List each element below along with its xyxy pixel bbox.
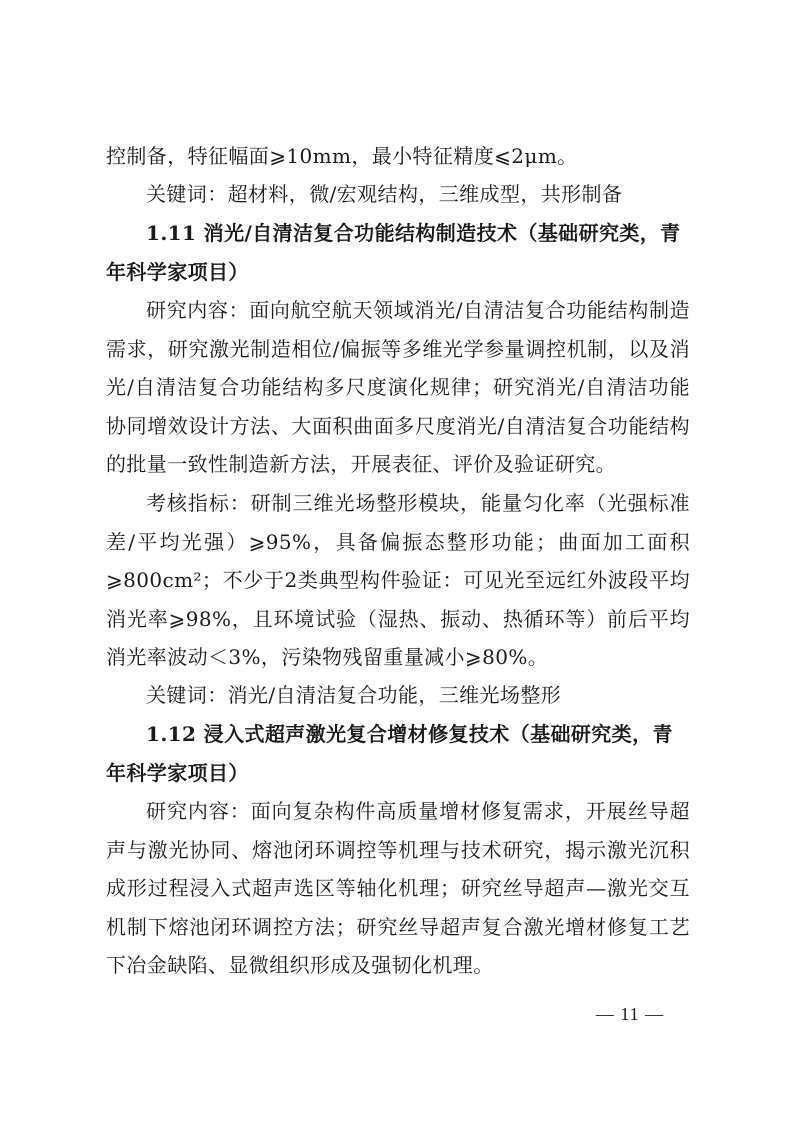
section-1-11-metrics [106, 484, 690, 677]
section-1-12-research [106, 792, 690, 985]
page-number: — 11 — [595, 1004, 665, 1024]
research-content-text: 研究内容：面向复杂构件高质量增材修复需求，开展丝导超声与激光协同、熔池闭环调控等机理与技术研究，揭示激光沉积成形过程浸入式超声选区等轴化机理；研究丝导超声—激光交互机制下熔池闭环调控方法；研究丝导超声复合激光增材修复工艺下冶金缺陷、显微组织形成及强韧化机理。 [106, 799, 690, 977]
assessment-metrics-text: 考核指标：研制三维光场整形模块，能量匀化率（光强标准差/平均光强）⩾95%，具备偏振态整形功能；曲面加工面积⩾800cm²；不少于2类典型构件验证：可见光至远红外波段平均消光率⩾98%，且环境试验（湿热、振动、热循环等）前后平均消光率波动＜3%，污染物残留重量减小⩾80%。 [106, 491, 690, 669]
section-title: 1.12 浸入式超声激光复合增材修复技术（基础研究类，青年科学家项目） [106, 722, 673, 785]
section-1-11-keywords [106, 676, 690, 715]
keywords-text: 关键词：超材料，微/宏观结构，三维成型，共形制备 [146, 182, 623, 206]
paragraph-text: 控制备，特征幅面⩾10mm，最小特征精度⩽2μm。 [106, 144, 578, 168]
keywords-paragraph [106, 175, 690, 214]
continued-paragraph [106, 137, 690, 176]
section-1-11-heading [106, 214, 690, 291]
section-title: 1.11 消光/自清洁复合功能结构制造技术（基础研究类，青年科学家项目） [106, 221, 681, 284]
section-1-12-heading [106, 715, 690, 792]
section-1-11-research [106, 291, 690, 484]
research-content-text: 研究内容：面向航空航天领域消光/自清洁复合功能结构制造需求，研究激光制造相位/偏振等多维光学参量调控机制，以及消光/自清洁复合功能结构多尺度演化规律；研究消光/自清洁功能协同增效设计方法、大面积曲面多尺度消光/自清洁复合功能结构的批量一致性制造新方法，开展表征、评价及验证研究。 [106, 298, 690, 476]
keywords-text: 关键词：消光/自清洁复合功能，三维光场整形 [146, 683, 562, 707]
